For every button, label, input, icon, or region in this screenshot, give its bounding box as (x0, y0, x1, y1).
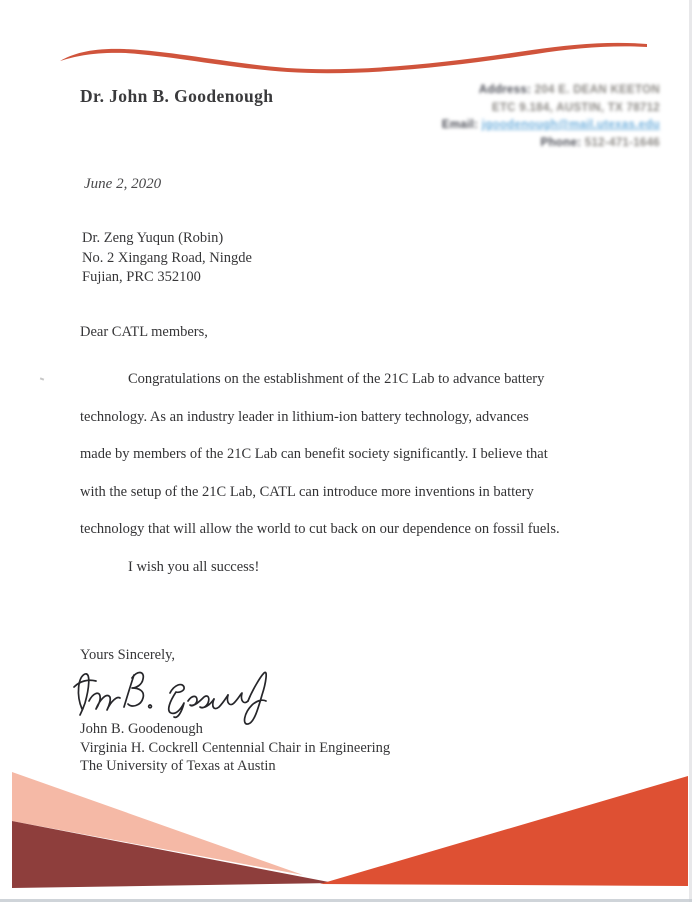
recipient-line: Dr. Zeng Yuqun (Robin) (82, 230, 224, 246)
wish-line: I wish you all success! (128, 559, 260, 575)
address-value-line1: 204 E. DEAN KEETON (534, 84, 660, 96)
email-label: Email: (441, 119, 479, 131)
recipient-line: No. 2 Xingang Road, Ningde (82, 249, 252, 266)
footer-orange-triangle (320, 776, 688, 886)
body-line: technology that will allow the world to cut back on our dependence on fossil fuels. (80, 521, 560, 537)
letter-date: June 2, 2020 (84, 176, 162, 192)
signer-block (80, 720, 390, 776)
recipient-address (82, 229, 252, 288)
contact-address-line2 (442, 100, 660, 118)
signer-name: John B. Goodenough (80, 721, 203, 737)
contact-email-line (442, 117, 660, 135)
recipient-line: Fujian, PRC 352100 (82, 269, 201, 285)
footer-triangles-decoration (0, 770, 692, 892)
header-swoosh-decoration (52, 32, 652, 78)
body-line: technology. As an industry leader in lithium-ion battery technology, advances (80, 408, 529, 425)
signer-organization: The University of Texas at Austin (80, 758, 276, 774)
letter-body (80, 361, 625, 549)
scan-speck (40, 377, 44, 380)
contact-block (442, 82, 660, 152)
body-line: with the setup of the 21C Lab, CATL can introduce more inventions in battery (80, 483, 534, 500)
body-line: made by members of the 21C Lab can benefit society significantly. I believe that (80, 446, 548, 462)
phone-value: 512-471-1646 (584, 136, 660, 149)
valediction: Yours Sincerely, (80, 647, 176, 663)
phone-label: Phone: (540, 136, 582, 149)
email-link[interactable]: jgoodenough@mail.utexas.edu (481, 119, 660, 131)
address-label: Address: (478, 84, 532, 96)
body-line: Congratulations on the establishment of the 21C Lab to advance battery (128, 371, 545, 387)
address-value-line2: ETC 9.184, AUSTIN, TX 78712 (491, 101, 660, 114)
contact-address-line1 (442, 82, 660, 100)
sender-name: Dr. John B. Goodenough (80, 86, 274, 106)
signer-title: Virginia H. Cockrell Centennial Chair in Engineering (80, 739, 391, 756)
salutation: Dear CATL members, (80, 324, 208, 340)
contact-phone-line (442, 135, 660, 153)
